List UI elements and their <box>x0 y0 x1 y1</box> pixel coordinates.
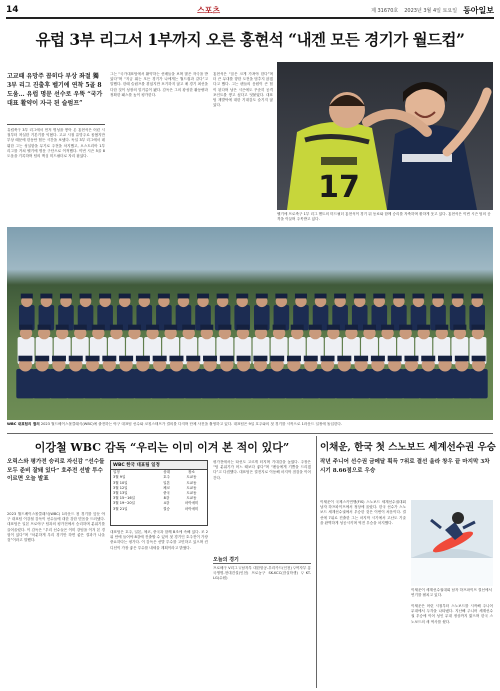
ski-body-column-2: 이채운은 어린 시절부터 스노보드를 시작해 주니어 무대에서 두각을 나타냈다. 지난해 주니어 세계선수권 우승에 이어 성인 무대 정상까지 밟으며 한국 스노보드의 새 역사를 썼다. <box>411 604 493 624</box>
section-divider <box>7 433 493 434</box>
top-body-column-1: 유럽축구 3부 리그에서 먼저 명성을 쌓아 온 홍현석은 어린 시절부터 착실한 기본기를 익혔다. 고교 시절 유망주로 꼽혔지만 부상 때문에 한동안 힘든 시간을 보냈다. 독일 3부 리그에서 데뷔한 그는 성실함을 무기로 주전을 차지했고, 오스트리아 1부 리그를 거쳐 벨기에 명문 구단으로 이적했다. 이번 시즌 5골 8도움을 기록하며 팀의 핵심 미드필더로 자리 잡았다. <box>7 128 105 159</box>
player-figure <box>255 325 268 330</box>
player-figure <box>146 325 159 330</box>
player-figure <box>302 369 320 398</box>
player-figure <box>169 356 183 362</box>
player-figure <box>158 294 170 299</box>
player-figure <box>218 369 236 398</box>
player-figure <box>334 294 346 299</box>
player-figure <box>327 325 340 330</box>
top-body-column-3: 홍현석은 “꿈은 크게 가져야 한다”며 더 큰 무대를 향한 도전을 멈추지 않겠다고 했다. 그는 팬들의 응원이 큰 힘이 된다며 남은 시즌에도 꾸준히 공격 포인트를 쌓고 싶다고 덧붙였다. 대표팀 재발탁에 대한 기대감도 숨기지 않았다. <box>213 72 273 108</box>
player-figure <box>56 325 69 330</box>
player-figure <box>304 356 318 362</box>
player-figure <box>345 325 358 330</box>
player-figure <box>455 356 469 362</box>
player-figure <box>452 294 464 299</box>
player-figure <box>354 356 368 362</box>
player-figure <box>83 369 101 398</box>
player-figure <box>253 356 267 362</box>
player-figure <box>203 356 217 362</box>
table-cell: 4강 <box>163 501 170 506</box>
player-figure <box>102 356 116 362</box>
player-figure <box>453 369 471 398</box>
ski-body-column-1: 이채운이 국제스키연맹(FIS) 스노보드 세계선수권대회 남자 하프파이프에서 정상에 올랐다. 한국 선수가 스노보드 세계선수권에서 우승한 것은 이번이 처음이다. 결선에 7위로 진출한 그는 마지막 시기에서 고난도 기술을 완벽하게 성공시키며 역전 우승을 차지했다. <box>320 500 406 525</box>
wbc-schedule-table <box>111 470 207 512</box>
snowboarder-photo <box>411 500 493 586</box>
player-figure <box>352 369 370 398</box>
player-figure <box>291 325 304 330</box>
svg-text:17: 17 <box>318 170 360 205</box>
player-figure <box>186 356 200 362</box>
player-figure <box>18 356 32 362</box>
ski-lead: 작년 주니어 선수권 금메달 획득 7위로 결선 올라 창우 끝 마지막 3차 시기 8.66점으로 우승 <box>320 459 490 474</box>
table-cell: 3월 21일 <box>113 506 128 511</box>
player-figure <box>335 369 353 398</box>
player-figure <box>268 369 286 398</box>
top-body-column-2: 그는 “국가대표팀에서 활약하는 선배들을 보며 많은 자극을 받았다”며 “지금 뛰는 모든 경기가 나에게는 월드컵과 같다”고 말했다. 한때 슬럼프를 겪었지만 포기하지 않고 매 경기 최선을 다한 것이 성장의 밑거름이 됐다. 감독은 그의 왕성한 활동량과 정확한 패스를 높이 평가한다. <box>110 72 208 97</box>
player-figure <box>236 325 249 330</box>
todays-games-title: 오늘의 경기 <box>213 557 239 563</box>
player-figure <box>472 356 486 362</box>
player-figure <box>285 369 303 398</box>
player-figure <box>99 294 111 299</box>
table-cell: 도쿄돔 <box>186 485 197 490</box>
player-figure <box>321 356 335 362</box>
player-figure <box>40 294 52 299</box>
player-figure <box>270 356 284 362</box>
player-figure <box>167 369 185 398</box>
player-figure <box>388 356 402 362</box>
player-figure <box>20 325 33 330</box>
team-photo <box>7 227 493 420</box>
player-figure <box>309 325 322 330</box>
player-figure <box>217 294 229 299</box>
table-row <box>111 506 207 511</box>
player-figure <box>35 356 49 362</box>
team-photo-caption-title: WBC 대표팀의 결의 <box>7 422 40 426</box>
wbc-lead: 오릭스와 평가전 승리로 자신감 “선수들 모두 준비 잘돼 있다” 호주전 선발 투수 이르면 오늘 발표 <box>7 459 105 482</box>
player-figure <box>438 356 452 362</box>
player-figure <box>67 369 85 398</box>
table-header-cell: 상대 <box>163 470 170 475</box>
table-cell: 3월 15~16일 <box>113 496 135 501</box>
section-name: 스포츠 <box>196 5 221 15</box>
table-cell: 3월 12일 <box>113 485 128 490</box>
player-figure <box>197 294 209 299</box>
table-cell: 3월 19~20일 <box>113 501 135 506</box>
player-figure <box>470 369 488 398</box>
player-figure <box>74 325 87 330</box>
player-figure <box>16 369 34 398</box>
player-figure <box>60 294 72 299</box>
player-figure <box>402 369 420 398</box>
table-cell: 체코 <box>163 485 170 490</box>
table-header-cell: 장소 <box>188 470 195 475</box>
player-figure <box>421 356 435 362</box>
table-cell: 마이애미 <box>184 506 199 511</box>
issue-number: 제 31670호 <box>371 7 399 14</box>
player-figure <box>337 356 351 362</box>
lead-divider <box>7 124 105 125</box>
wbc-body-column-3: 평가전에서는 타선도 고르게 터지며 기대감을 높였다. 주장은 “팀 분위기가 어느 때보다 좋다”며 “팬들에게 기쁨을 드리겠다”고 다짐했다. 대표팀은 결전지로 이동해 마지막 점검을 이어간다. <box>213 460 311 480</box>
newspaper-brand: 동아일보 <box>463 4 494 15</box>
player-figure <box>69 356 83 362</box>
player-figure <box>273 325 286 330</box>
player-figure <box>153 356 167 362</box>
ski-headline: 이채운, 한국 첫 스노보드 세계선수권 우승 <box>320 442 496 453</box>
table-cell: 마이애미 <box>184 501 199 506</box>
player-figure <box>256 294 268 299</box>
top-lead: 고교때 유망주 꼽히다 부상 좌절 獨 3부 리그 진출후 벨기에 연착 5골 8도움… 유럽 명문 선수로 우뚝 “국가대표 활약이 자극 된 슬럼프” <box>7 73 103 107</box>
player-figure <box>38 325 51 330</box>
player-figure <box>201 369 219 398</box>
player-figure <box>138 294 150 299</box>
player-figure <box>373 294 385 299</box>
table-cell: 일본 <box>163 480 170 485</box>
player-figure <box>435 325 448 330</box>
player-figure <box>164 325 177 330</box>
player-figure <box>110 325 123 330</box>
todays-games-list: 프로배구 V리그 ▽남자부 대한항공-우리카드(인천) ▽여자부 흥국생명-현대건설(인천) 프로농구 SK-KCC(잠실학생) ▽KT-LG(수원) <box>213 566 311 581</box>
table-header-cell: 일정 <box>113 470 120 475</box>
column-divider <box>316 436 317 688</box>
player-figure <box>92 325 105 330</box>
player-figure <box>151 369 169 398</box>
team-photo-caption: 2023 월드베이스볼클래식(WBC)에 출전하는 야구 대표팀 선수와 코칭스태프가 결의를 다지며 단체 사진을 촬영하고 있다. 대표팀은 9일 호주와의 첫 경기를 시작으로 1라운드 일정에 돌입한다. <box>40 422 343 426</box>
player-figure <box>371 356 385 362</box>
player-figure <box>33 369 51 398</box>
table-cell: 3월 9일 <box>113 475 126 480</box>
player-figure <box>136 356 150 362</box>
player-figure <box>436 369 454 398</box>
player-figure <box>218 325 231 330</box>
player-figure <box>177 294 189 299</box>
player-figure <box>381 325 394 330</box>
table-cell: 도쿄돔 <box>186 491 197 496</box>
player-figure <box>399 325 412 330</box>
player-figure <box>52 356 66 362</box>
player-figure <box>419 369 437 398</box>
masthead-rule <box>6 17 494 19</box>
wbc-schedule-rows <box>111 475 207 511</box>
table-cell: 호주 <box>163 475 170 480</box>
player-figure <box>295 294 307 299</box>
player-figure <box>393 294 405 299</box>
masthead <box>6 4 494 16</box>
player-figure <box>453 325 466 330</box>
player-figure <box>275 294 287 299</box>
player-figure <box>237 356 251 362</box>
player-figure <box>432 294 444 299</box>
table-cell: 결승 <box>163 506 170 511</box>
player-figure <box>287 356 301 362</box>
player-figure <box>86 356 100 362</box>
wbc-schedule-box <box>110 460 208 526</box>
top-headline: 유럽 3부 리그서 1부까지 오른 홍현석 “내겐 모든 경기가 월드컵” <box>35 30 465 49</box>
player-figure <box>417 325 430 330</box>
table-cell: 중국 <box>163 491 170 496</box>
player-figure <box>236 294 248 299</box>
player-figure <box>119 294 131 299</box>
player-figure <box>182 325 195 330</box>
page-number: 14 <box>6 5 19 15</box>
player-figure <box>363 325 376 330</box>
player-figure <box>315 294 327 299</box>
player-figure <box>404 356 418 362</box>
snowboarder-photo-caption: 이채운이 세계선수권대회 남자 하프파이프 결선에서 연기를 펼치고 있다. <box>411 588 492 597</box>
player-figure <box>354 294 366 299</box>
table-cell: 도쿄돔 <box>186 480 197 485</box>
player-figure <box>386 369 404 398</box>
wbc-headline: 이강철 WBC 감독 “우리는 이미 이겨 본 적이 있다” <box>34 441 290 454</box>
player-figure <box>100 369 118 398</box>
wbc-body-column-1: 2023 월드베이스볼클래식(WBC) 1라운드 첫 경기를 앞둔 야구 대표팀 이강철 감독이 선수들에 대한 강한 믿음을 드러냈다. 대표팀은 일본 프로야구 팀과의 평가전에서 승리하며 분위기를 끌어올렸다. 이 감독은 “우리 선수들은 이미 강팀을 이겨 본 경험이 있다”며 “차분하게 우리 경기만 하면 좋은 결과가 나올 것”이라고 말했다. <box>7 512 105 543</box>
table-cell: 도쿄돔 <box>186 496 197 501</box>
player-figure <box>251 369 269 398</box>
table-cell: 도쿄돔 <box>186 475 197 480</box>
wbc-body-column-2: 대표팀은 호주, 일본, 체코, 중국과 함께 B조에 속해 있다. 조 2위 안에 들어야 8강에 진출할 수 있어 첫 경기인 호주전이 가장 중요하다는 평가다. 이 감독은 선발 투수를 고민하고 있으며 컨디션이 가장 좋은 투수를 내세울 계획이라고 밝혔다. <box>110 530 208 550</box>
player-figure <box>119 356 133 362</box>
player-figure <box>128 325 141 330</box>
player-figure <box>21 294 33 299</box>
player-figure <box>50 369 68 398</box>
player-figure <box>412 294 424 299</box>
player-figure <box>134 369 152 398</box>
player-figure <box>184 369 202 398</box>
table-cell: 3월 13일 <box>113 491 128 496</box>
celebration-photo <box>277 62 493 210</box>
team-photo-graphic <box>7 227 493 420</box>
table-cell: 3월 10일 <box>113 480 128 485</box>
celebration-photo-caption: 벨기에 프로축구 1부 리그 헨트의 미드필더 홍현석이 경기 뒤 동료와 함께 승리를 자축하며 환하게 웃고 있다. 홍현석은 이번 시즌 팀의 공격을 이끌며 주목받고 있다. <box>277 212 491 221</box>
player-figure <box>80 294 92 299</box>
player-figure <box>318 369 336 398</box>
publication-date: 2023년 3월 4일 토요일 <box>404 7 458 14</box>
wbc-schedule-box-title: WBC 한국 대표팀 일정 <box>111 461 207 470</box>
todays-games-divider <box>213 563 311 564</box>
player-figure <box>471 325 484 330</box>
player-figure <box>117 369 135 398</box>
player-figure <box>235 369 253 398</box>
table-cell: 8강 <box>163 496 170 501</box>
player-figure <box>200 325 213 330</box>
player-figure <box>471 294 483 299</box>
player-figure <box>220 356 234 362</box>
team-photo-caption-line <box>7 422 493 430</box>
player-figure <box>369 369 387 398</box>
